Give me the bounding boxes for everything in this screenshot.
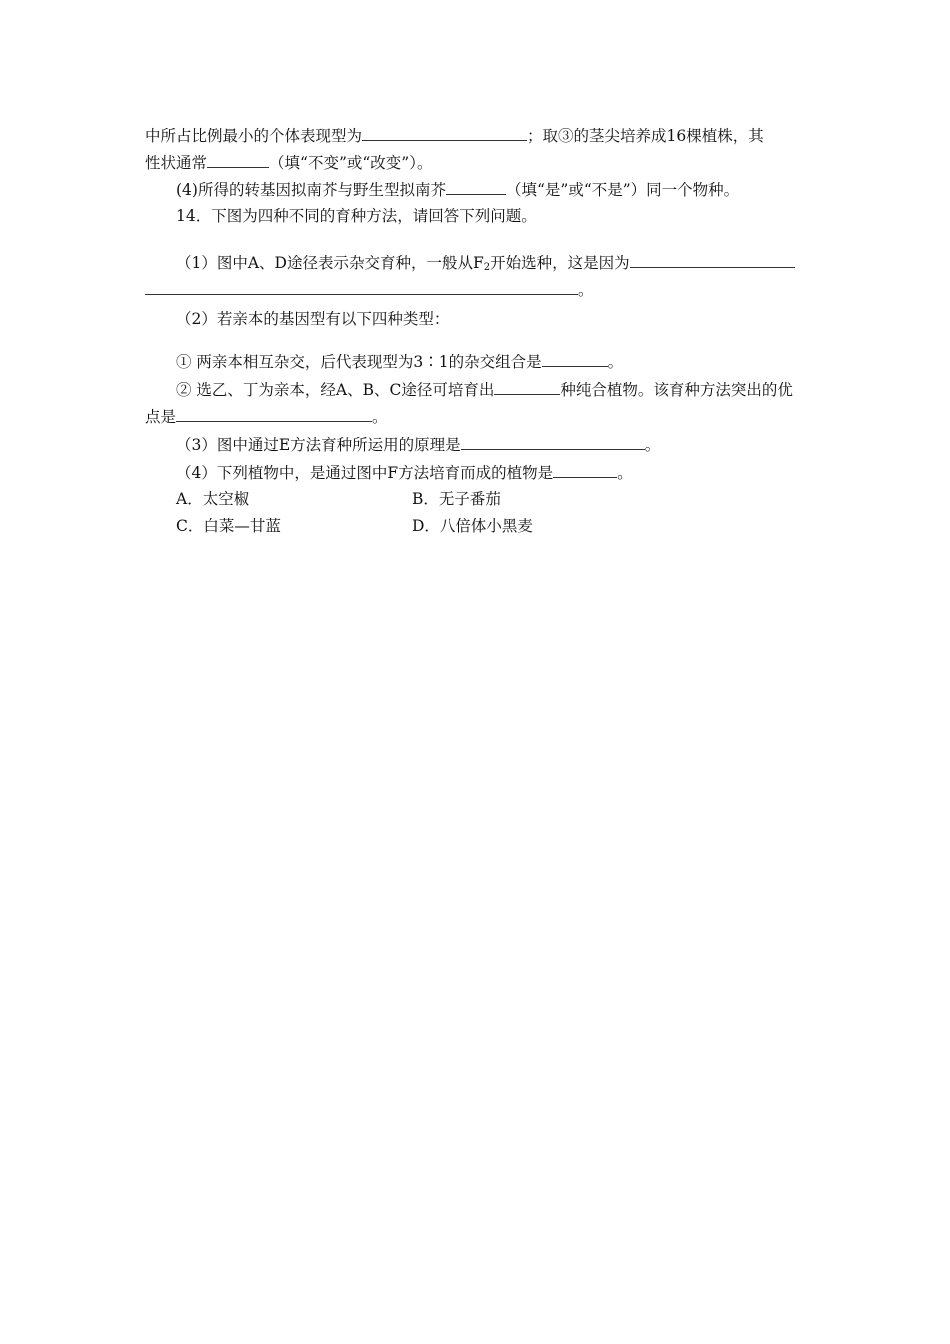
q14-4-before: （4）下列植物中，是通过图中F方法培育而成的植物是 <box>176 464 554 482</box>
option-b-label: B．无子番茄 <box>412 490 501 508</box>
answer-blank[interactable] <box>207 151 269 168</box>
question-14-2a <box>176 350 623 373</box>
question-14-4 <box>176 461 633 484</box>
q14-3-before: （3）图中通过E方法育种所运用的原理是 <box>176 436 461 454</box>
question-14 <box>176 205 537 227</box>
option-d[interactable] <box>412 515 533 537</box>
answer-blank[interactable] <box>630 251 795 268</box>
option-d-label: D．八倍体小黑麦 <box>412 517 533 535</box>
option-a-label: A．太空椒 <box>176 490 250 508</box>
subscript: 2 <box>483 262 491 273</box>
answer-blank[interactable] <box>446 178 506 195</box>
text-line-3 <box>176 178 739 201</box>
question-14-1 <box>176 251 795 279</box>
text-line-2 <box>145 151 432 174</box>
answer-blank[interactable] <box>362 124 527 141</box>
q14-2a-before: ① 两亲本相互杂交，后代表现型为3∶1的杂交组合是 <box>176 353 542 371</box>
question-14-2b <box>176 378 793 401</box>
question-14-1-cont <box>145 278 594 301</box>
line3-after: （填“是”或“不是”）同一个物种。 <box>505 181 740 199</box>
line2-before: 性状通常 <box>145 154 208 172</box>
q14-1-end: 。 <box>578 281 594 299</box>
answer-blank[interactable] <box>542 350 608 367</box>
answer-blank[interactable] <box>176 405 372 422</box>
option-a[interactable] <box>176 488 249 510</box>
answer-blank[interactable] <box>553 461 617 478</box>
line2-after: （填“不变”或“改变”）。 <box>269 154 433 172</box>
q14-1-before: （1）图中A、D途径表示杂交育种，一般从F <box>176 254 484 272</box>
q14-2b-before: ② 选乙、丁为亲本，经A、B、C途径可培育出 <box>176 381 495 399</box>
q14-1-after: 开始选种，这是因为 <box>490 254 630 272</box>
question-14-text: 14．下图为四种不同的育种方法，请回答下列问题。 <box>176 207 537 225</box>
q14-4-after: 。 <box>617 464 633 482</box>
answer-blank[interactable] <box>461 433 645 450</box>
option-c[interactable] <box>176 515 281 537</box>
option-c-label: C．白菜—甘蓝 <box>176 517 281 535</box>
line1-before: 中所占比例最小的个体表现型为 <box>145 127 363 145</box>
question-14-2b-cont <box>145 405 388 428</box>
question-14-2 <box>176 308 449 330</box>
option-b[interactable] <box>412 488 501 510</box>
answer-blank[interactable] <box>494 378 560 395</box>
q14-3-after: 。 <box>644 436 661 454</box>
q14-2b-after: 种纯合植物。该育种方法突出的优 <box>560 381 793 399</box>
q14-2b-cont-before: 点是 <box>145 408 177 426</box>
line1-after: ；取③的茎尖培养成16棵植株，其 <box>527 127 764 145</box>
line3-before: (4)所得的转基因拟南芥与野生型拟南芥 <box>176 181 446 199</box>
answer-blank[interactable] <box>145 278 578 295</box>
question-14-2-text: （2）若亲本的基因型有以下四种类型： <box>176 310 450 328</box>
q14-2b-cont-after: 。 <box>372 408 388 426</box>
q14-2a-after: 。 <box>607 353 624 371</box>
question-14-3 <box>176 433 660 456</box>
text-line-1 <box>145 124 764 147</box>
